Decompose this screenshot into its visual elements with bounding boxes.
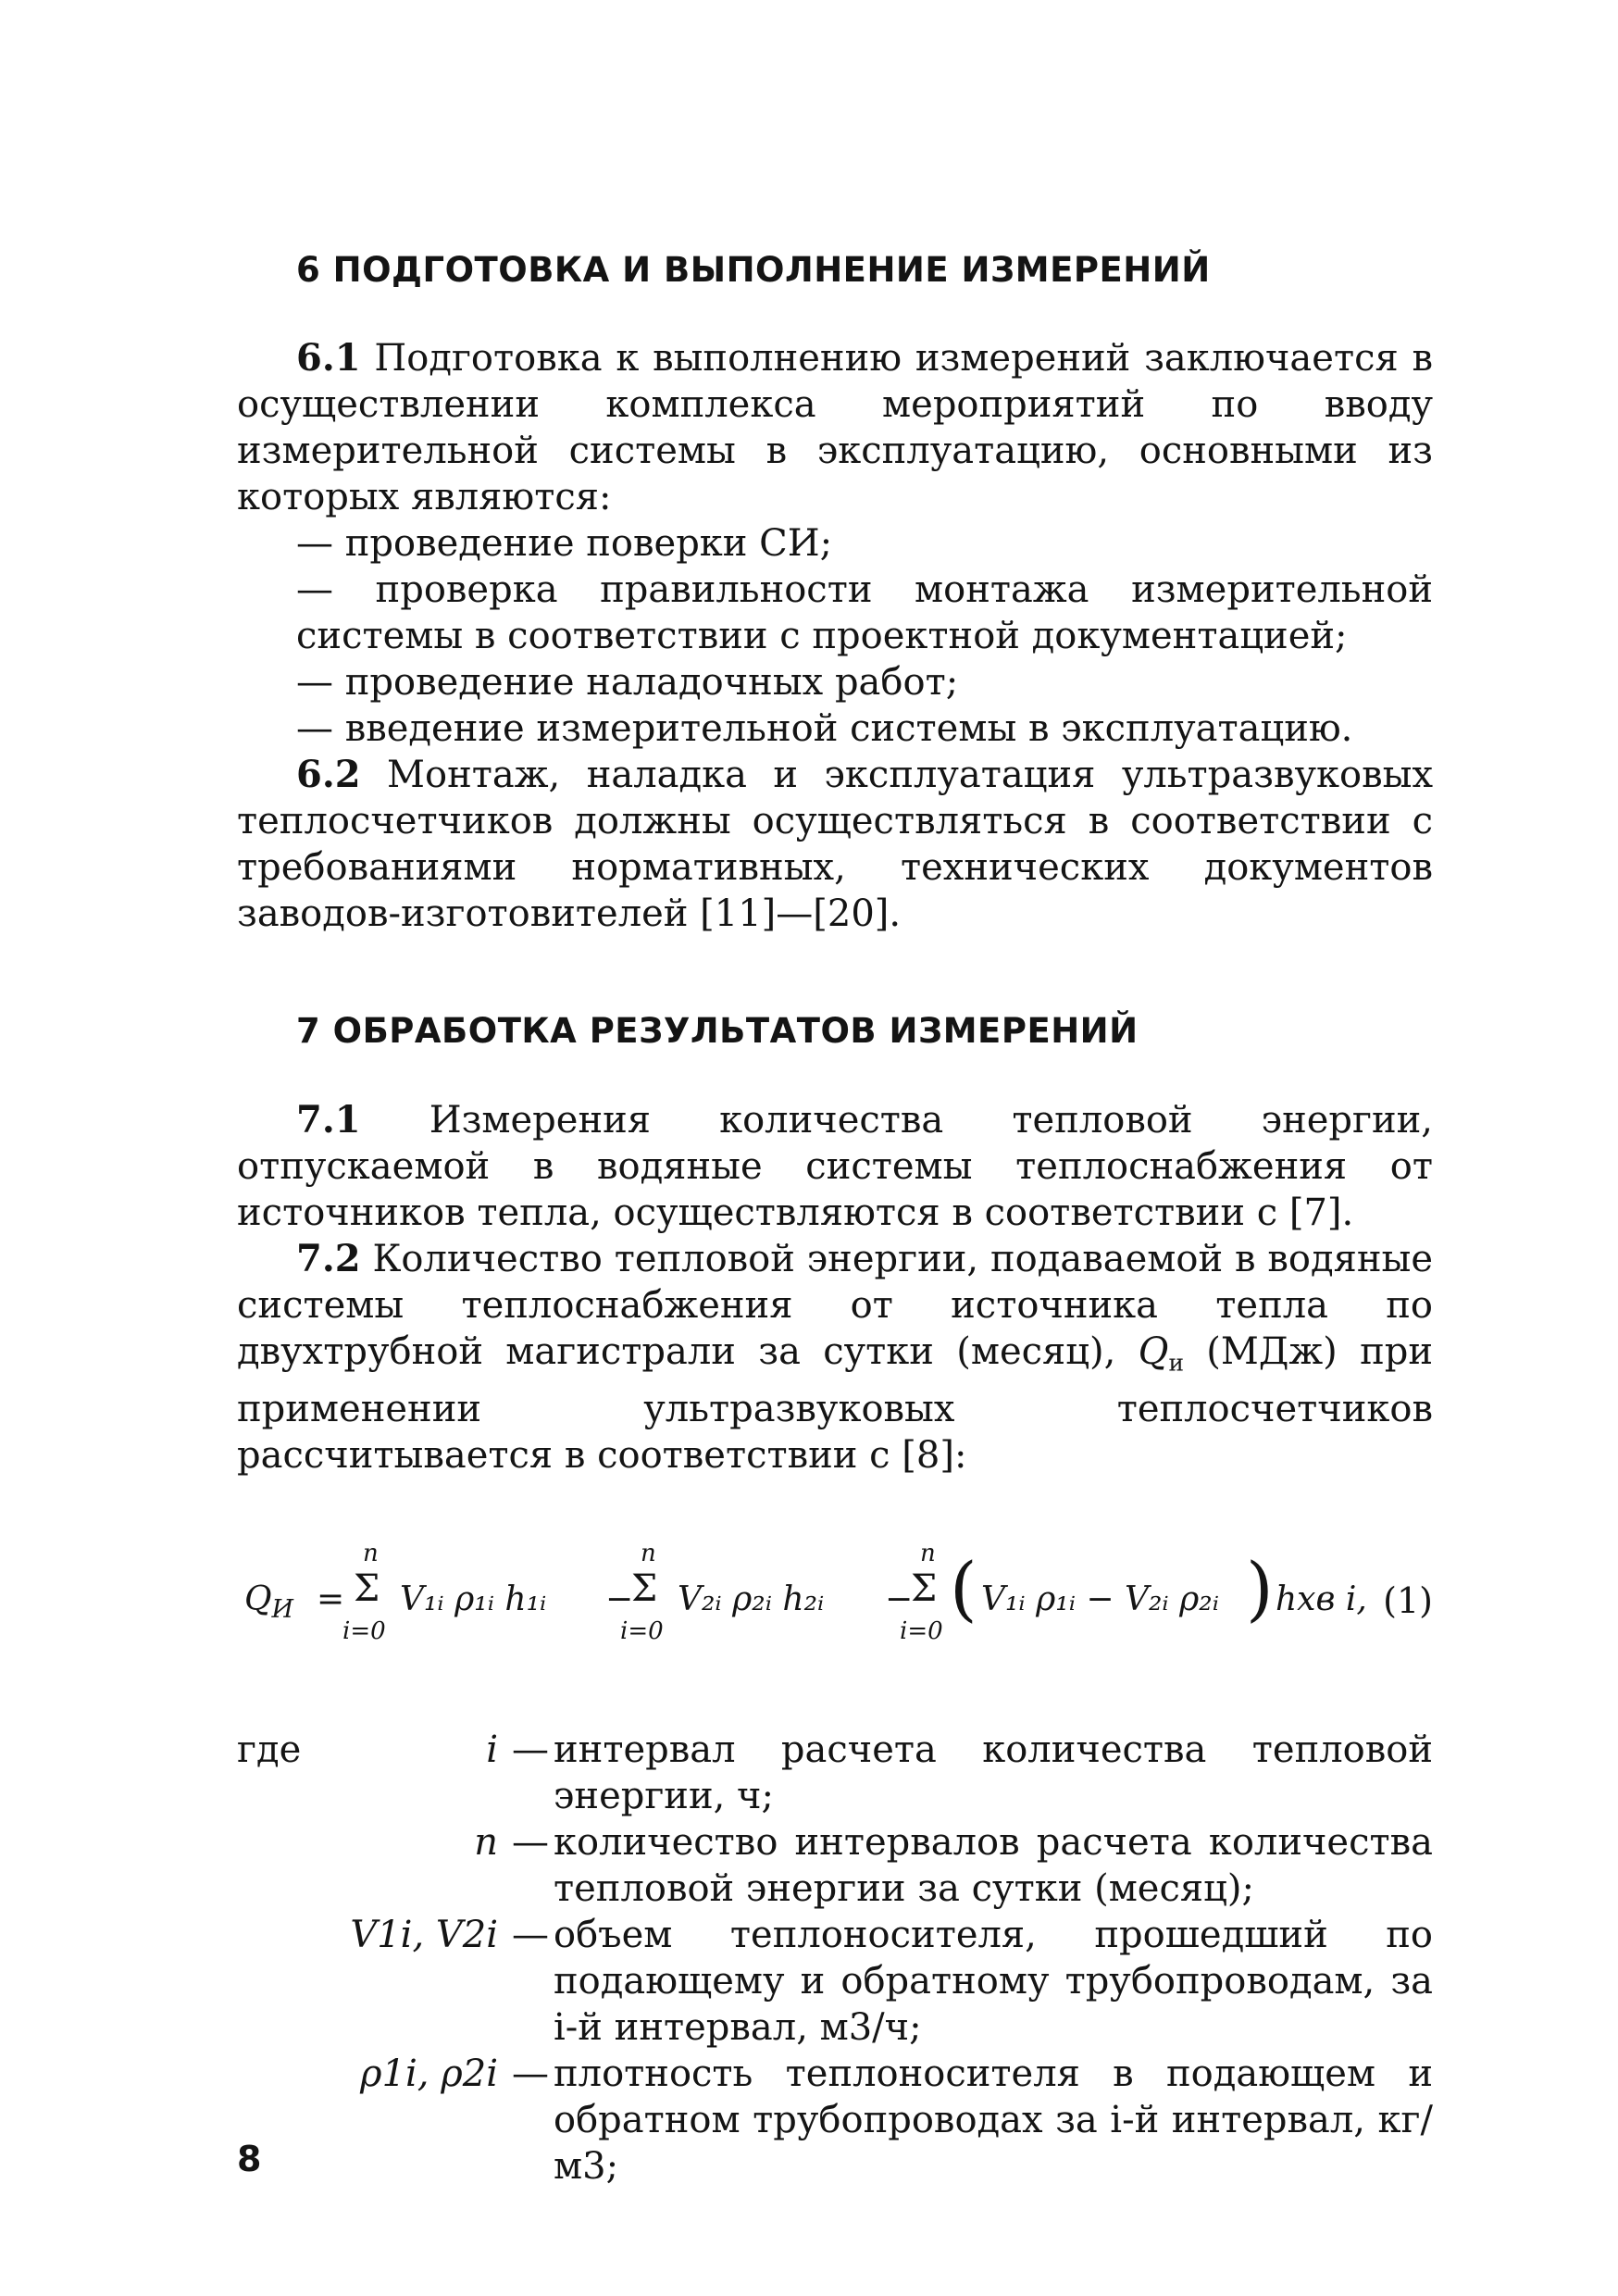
definition-row xyxy=(237,1819,1433,1912)
page-number: 8 xyxy=(237,2139,262,2179)
formula-lhs: $Q_И$ xyxy=(244,1580,294,1625)
definition-symbol: n xyxy=(474,1821,498,1865)
definition-text: количество интервалов расчета количества тепловой энергии за сутки (месяц); xyxy=(554,1821,1433,1911)
list-item: — проверка правильности монтажа измерительной системы в соответствии с проектной документацией; xyxy=(296,568,1433,658)
definition-row xyxy=(237,2051,1433,2190)
symbol-q: Q xyxy=(1138,1329,1169,1373)
paragraph-text: Измерения количества тепловой энергии, отпускаемой в водяные системы теплоснабжения от источников тепла, осуществляются в соответствии с [7]. xyxy=(237,1098,1433,1234)
paragraph-text: (МДж) при применении ультразвуковых теплосчетчиков рассчитывается в соответствии с [8]: xyxy=(237,1329,1433,1478)
term-tail: hхв i, xyxy=(1276,1580,1367,1619)
where-label: где xyxy=(237,1728,302,1772)
sum-upper-limit: n xyxy=(641,1540,656,1568)
clause-number: 7.2 xyxy=(296,1236,361,1280)
section-6-heading: 6 ПОДГОТОВКА И ВЫПОЛНЕНИЕ ИЗМЕРЕНИЙ xyxy=(296,250,1211,290)
paragraph-6-1 xyxy=(237,335,1433,520)
definition-symbol: i xyxy=(486,1728,498,1772)
clause-number: 7.1 xyxy=(296,1097,361,1142)
sum-upper-limit: n xyxy=(363,1540,379,1568)
close-paren: ) xyxy=(1246,1547,1274,1630)
section-7-heading: 7 ОБРАБОТКА РЕЗУЛЬТАТОВ ИЗМЕРЕНИЙ xyxy=(296,1011,1139,1052)
formula-1 xyxy=(237,1540,1433,1678)
paragraph-7-1 xyxy=(237,1097,1433,1236)
definition-row xyxy=(237,1727,1433,1819)
paragraph-7-2 xyxy=(237,1236,1433,1479)
definition-symbol: ρ1i, ρ2i xyxy=(360,2053,498,2096)
document-page xyxy=(237,250,1433,2190)
sum-lower-limit: i=0 xyxy=(620,1617,664,1646)
clause-number: 6.1 xyxy=(296,336,361,381)
sum-lower-limit: i=0 xyxy=(342,1617,386,1646)
sum-lower-limit: i=0 xyxy=(900,1617,943,1646)
open-paren: ( xyxy=(950,1547,977,1630)
definition-text: объем теплоносителя, прошедший по подающему и обратному трубопроводам, за i-й интервал, м3/ч; xyxy=(554,1914,1433,2050)
definition-dash: — xyxy=(512,1728,549,1772)
sum-upper-limit: n xyxy=(920,1540,936,1568)
definition-text: интервал расчета количества тепловой энергии, ч; xyxy=(554,1728,1433,1818)
paragraph-6-2 xyxy=(237,752,1433,937)
clause-number: 6.2 xyxy=(296,753,361,797)
term-3: V₁ᵢ ρ₁ᵢ − V₂ᵢ ρ₂ᵢ xyxy=(981,1580,1219,1619)
paragraph-text: Количество тепловой энергии, подаваемой в водяные системы теплоснабжения от источника тепла по двухтрубной магистрали за сутки (месяц), xyxy=(237,1237,1433,1373)
equals-sign: = xyxy=(317,1580,345,1619)
list-item: — проведение наладочных работ; xyxy=(296,661,959,705)
symbol-subscript: и xyxy=(1168,1349,1184,1377)
minus-sign: − xyxy=(885,1580,914,1619)
equation-number: (1) xyxy=(1383,1580,1433,1622)
definitions-list xyxy=(237,1727,1433,2190)
definition-dash: — xyxy=(512,1821,549,1865)
minus-sign: − xyxy=(605,1580,634,1619)
definition-text: плотность теплоносителя в подающем и обратном трубопроводах за i-й интервал, кг/м3; xyxy=(554,2053,1433,2189)
list-item: — проведение поверки СИ; xyxy=(296,522,833,566)
sum-sign: Σ xyxy=(631,1567,658,1611)
definition-dash: — xyxy=(512,1914,549,1957)
paragraph-text: Подготовка к выполнению измерений заключается в осуществлении комплекса мероприятий по вводу измерительной системы в эксплуатацию, основными из которых являются: xyxy=(237,337,1433,519)
list-item: — введение измерительной системы в эксплуатацию. xyxy=(296,707,1353,751)
sum-sign: Σ xyxy=(911,1567,938,1611)
paragraph-text: Монтаж, наладка и эксплуатация ультразвуковых теплосчетчиков должны осуществляться в соответствии с требованиями нормативных, технических документов заводов-изготовителей [11]—[20]. xyxy=(237,754,1433,936)
term-1: V₁ᵢ ρ₁ᵢ h₁ᵢ xyxy=(400,1580,547,1619)
definition-dash: — xyxy=(512,2053,549,2096)
definition-symbol: V1i, V2i xyxy=(350,1914,498,1957)
definition-row xyxy=(237,1912,1433,2051)
sum-sign: Σ xyxy=(354,1567,380,1611)
term-2: V₂ᵢ ρ₂ᵢ h₂ᵢ xyxy=(678,1580,825,1619)
